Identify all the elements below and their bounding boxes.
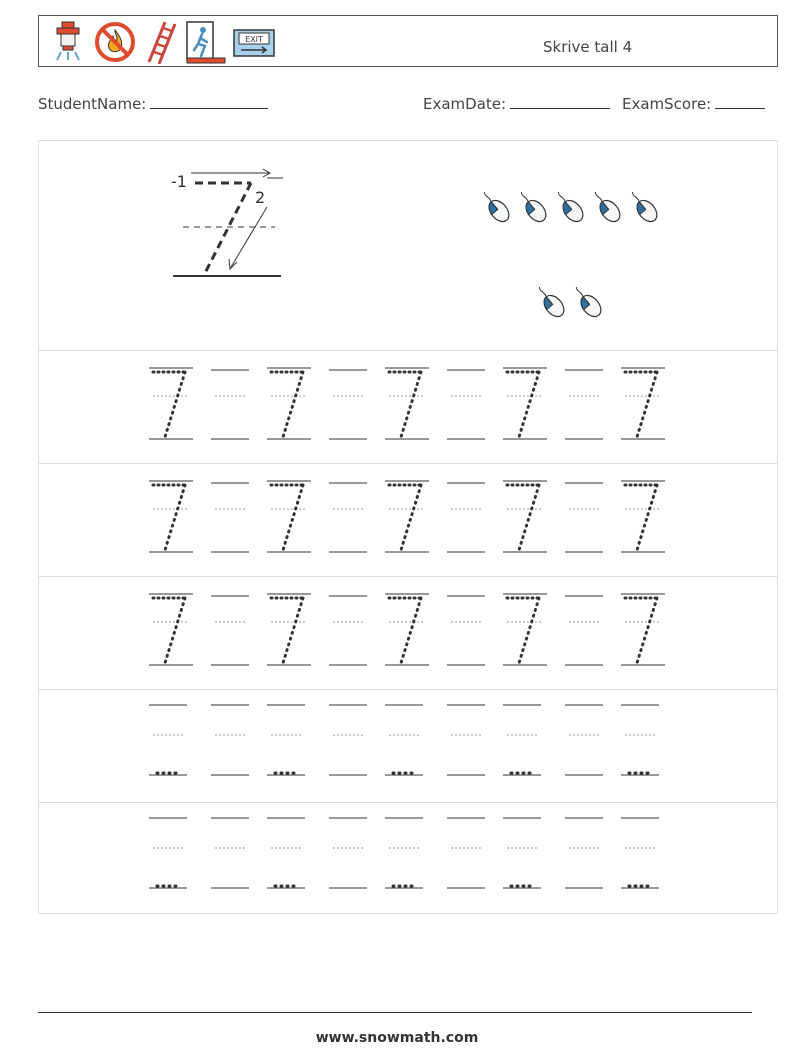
practice-cell[interactable] xyxy=(385,368,429,439)
practice-cell[interactable] xyxy=(149,705,187,775)
practice-cell[interactable] xyxy=(503,705,541,775)
practice-cell[interactable] xyxy=(447,818,485,888)
exam-date-blank[interactable] xyxy=(510,94,610,109)
computer-mouse-icon xyxy=(532,282,567,320)
student-name-blank[interactable] xyxy=(150,94,268,109)
practice-cell[interactable] xyxy=(211,818,249,888)
practice-cell[interactable] xyxy=(267,705,305,775)
practice-rows xyxy=(39,350,779,915)
digit-trace-stroke xyxy=(637,372,657,437)
exam-date-field xyxy=(423,94,610,113)
digit-trace-stroke xyxy=(637,598,657,663)
footer-website: www.snowmath.com xyxy=(315,1030,479,1046)
practice-cell[interactable] xyxy=(211,370,249,439)
practice-cell[interactable] xyxy=(267,818,305,888)
digit-trace-stroke xyxy=(519,372,539,437)
computer-mouse-icon xyxy=(625,191,660,225)
digit-trace-stroke xyxy=(283,372,303,437)
practice-cell[interactable] xyxy=(565,370,603,439)
practice-cell[interactable] xyxy=(565,483,603,552)
practice-cell[interactable] xyxy=(621,594,665,665)
practice-cell[interactable] xyxy=(447,370,485,439)
exam-score-blank[interactable] xyxy=(715,94,765,109)
practice-cell[interactable] xyxy=(385,594,429,665)
digit-trace-stroke xyxy=(165,598,185,663)
exit-sign-icon xyxy=(233,20,275,64)
computer-mouse-icon xyxy=(514,191,549,225)
exam-score-field xyxy=(622,94,765,113)
worksheet-title: Skrive tall 4 xyxy=(543,38,633,56)
practice-cell[interactable] xyxy=(267,594,311,665)
practice-cell[interactable] xyxy=(329,370,367,439)
practice-cell[interactable] xyxy=(329,483,367,552)
digit-trace-stroke xyxy=(283,598,303,663)
practice-cell[interactable] xyxy=(267,481,311,552)
computer-mouse-icon xyxy=(569,282,604,320)
student-name-field xyxy=(38,94,268,113)
fire-sprinkler-icon xyxy=(51,20,85,64)
object-count-illustration xyxy=(479,191,689,341)
practice-cell[interactable] xyxy=(149,368,193,439)
header-box xyxy=(38,15,778,67)
practice-cell[interactable] xyxy=(447,596,485,665)
practice-cell[interactable] xyxy=(447,483,485,552)
practice-cell[interactable] xyxy=(621,368,665,439)
no-fire-icon xyxy=(93,20,137,64)
practice-cell[interactable] xyxy=(267,368,311,439)
emergency-exit-door-icon xyxy=(185,20,227,64)
practice-cell[interactable] xyxy=(329,818,367,888)
digit-trace-stroke xyxy=(519,598,539,663)
practice-cell[interactable] xyxy=(211,705,249,775)
digit-trace-stroke xyxy=(401,598,421,663)
practice-cell[interactable] xyxy=(385,705,423,775)
practice-grid xyxy=(38,140,778,914)
practice-cell[interactable] xyxy=(149,594,193,665)
practice-cell[interactable] xyxy=(385,818,423,888)
digit-trace-stroke xyxy=(637,485,657,550)
computer-mouse-icon xyxy=(588,191,623,225)
computer-mouse-icon xyxy=(551,191,586,225)
practice-cell[interactable] xyxy=(329,596,367,665)
computer-mouse-icon xyxy=(479,191,513,225)
practice-cell[interactable] xyxy=(211,596,249,665)
example-digit-guide xyxy=(159,161,299,286)
exam-date-label: ExamDate: xyxy=(423,95,507,113)
digit-trace-stroke xyxy=(519,485,539,550)
practice-cell[interactable] xyxy=(149,481,193,552)
practice-cell[interactable] xyxy=(565,596,603,665)
practice-cell[interactable] xyxy=(503,818,541,888)
ladder-icon xyxy=(145,20,177,64)
practice-cell[interactable] xyxy=(149,818,187,888)
digit-trace-stroke xyxy=(401,372,421,437)
practice-cell[interactable] xyxy=(385,481,429,552)
practice-cell[interactable] xyxy=(503,594,547,665)
practice-cell[interactable] xyxy=(503,368,547,439)
exit-sign-text: EXIT xyxy=(245,35,263,44)
practice-cell[interactable] xyxy=(329,705,367,775)
digit-trace-stroke xyxy=(283,485,303,550)
practice-cell[interactable] xyxy=(211,483,249,552)
student-name-label: StudentName: xyxy=(38,95,147,113)
practice-cell[interactable] xyxy=(565,818,603,888)
stroke-label-2: 2 xyxy=(255,188,266,207)
practice-cell[interactable] xyxy=(621,818,659,888)
practice-cell[interactable] xyxy=(565,705,603,775)
practice-cell[interactable] xyxy=(447,705,485,775)
digit-trace-stroke xyxy=(165,372,185,437)
stroke-label-1: -1 xyxy=(171,172,187,191)
practice-cell[interactable] xyxy=(621,705,659,775)
practice-cell[interactable] xyxy=(621,481,665,552)
digit-trace-stroke xyxy=(165,485,185,550)
digit-trace-stroke xyxy=(401,485,421,550)
practice-cell[interactable] xyxy=(503,481,547,552)
exam-score-label: ExamScore: xyxy=(622,95,712,113)
